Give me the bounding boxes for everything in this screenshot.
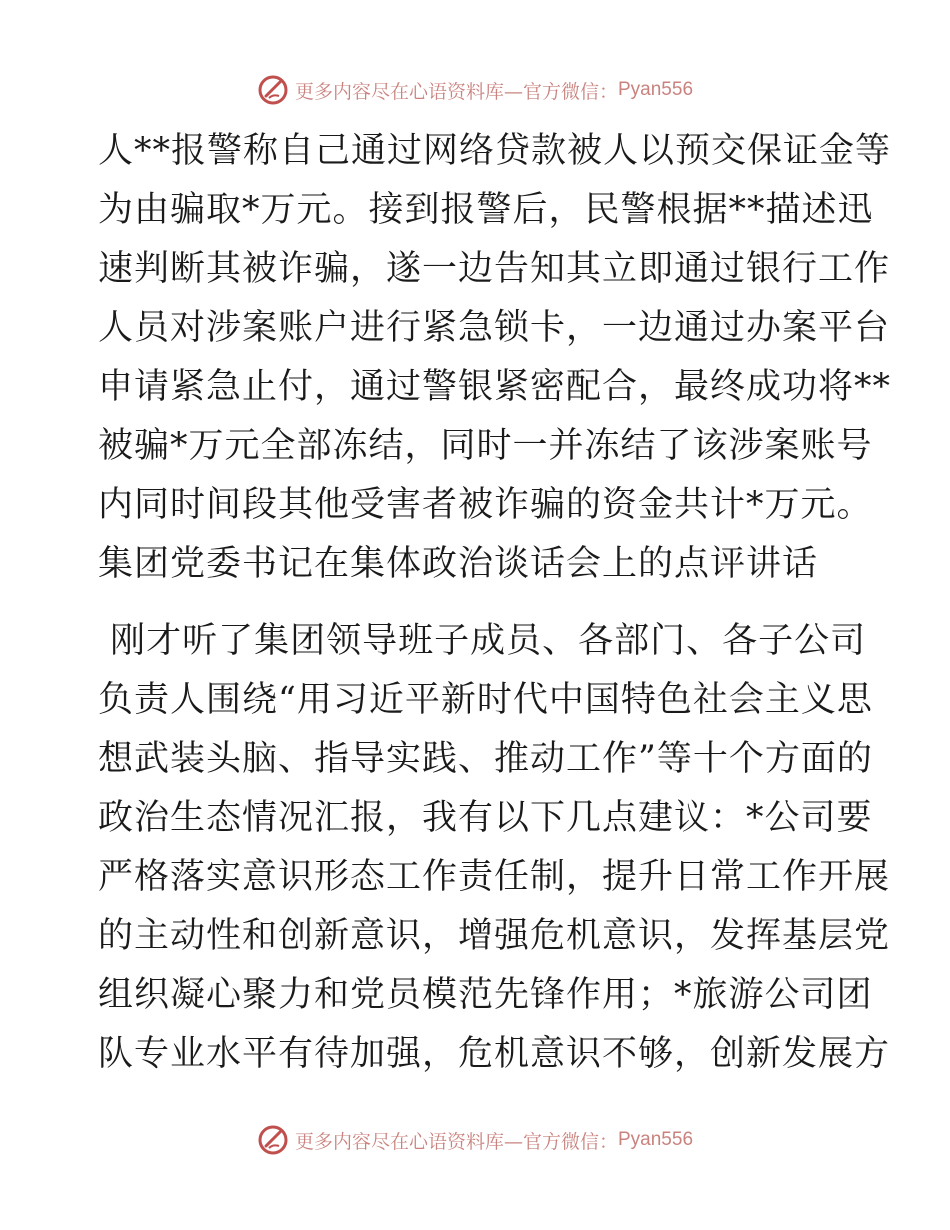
footer-banner [0,1124,950,1156]
text-line: 速判断其被诈骗，遂一边告知其立即通过银行工作 [98,249,891,289]
banner-handle: Pyan556 [618,79,694,100]
logo-icon [257,74,289,106]
document-body [98,122,892,1084]
paragraph-2 [98,612,891,1084]
paragraph-1 [98,122,892,535]
banner-handle: Pyan556 [618,1129,694,1150]
text-line: 内同时间段其他受害者被诈骗的资金共计*万元。 [98,485,873,525]
text-line: 人**报警称自己通过网络贷款被人以预交保证金等 [98,131,892,171]
text-line: 严格落实意识形态工作责任制，提升日常工作开展 [98,857,891,897]
text-line: 想武装头脑、指导实践、推动工作”等十个方面的 [98,739,873,779]
text-line: 的主动性和创新意识，增强危机意识，发挥基层党 [98,916,891,956]
text-line: 被骗*万元全部冻结，同时一并冻结了该涉案账号 [98,426,873,466]
text-line: 人员对涉案账户进行紧急锁卡，一边通过办案平台 [98,308,891,348]
text-line: 负责人围绕“用习近平新时代中国特色社会主义思 [98,680,873,720]
text-line: 队专业水平有待加强，危机意识不够，创新发展方 [98,1034,891,1074]
text-line: 刚才听了集团领导班子成员、各部门、各子公司 [98,621,867,661]
text-line: 为由骗取*万元。接到报警后，民警根据**描述迅 [98,190,874,230]
logo-icon [257,1124,289,1156]
banner-text: 更多内容尽在心语资料库—官方微信： [294,80,618,103]
text-line: 组织凝心聚力和党员模范先锋作用；*旅游公司团 [98,975,873,1015]
banner-text: 更多内容尽在心语资料库—官方微信： [294,1130,618,1153]
section-title: 集团党委书记在集体政治谈话会上的点评讲话 [98,544,819,584]
text-line: 政治生态情况汇报，我有以下几点建议：*公司要 [98,798,873,838]
header-banner [0,74,950,106]
text-line: 申请紧急止付，通过警银紧密配合，最终成功将** [98,367,892,407]
